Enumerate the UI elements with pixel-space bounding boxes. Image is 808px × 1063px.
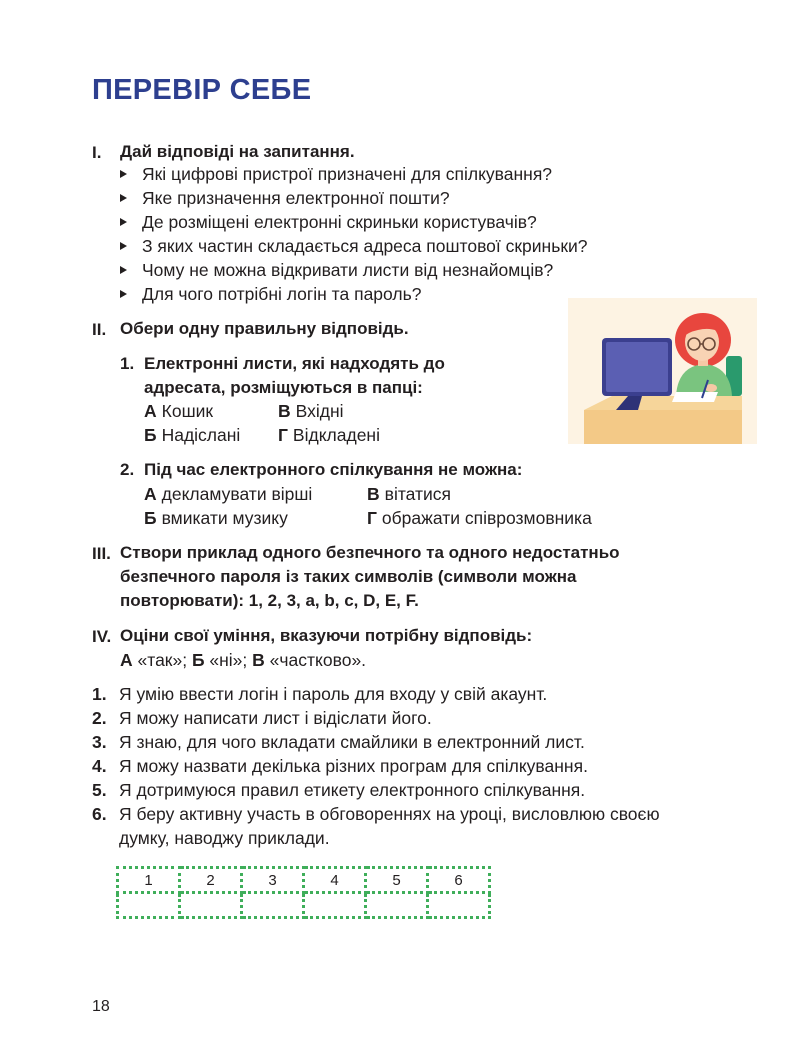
triangle-bullet-icon [120, 218, 127, 226]
list-item: Де розміщені електронні скриньки користувачів? [120, 210, 587, 234]
answer-option: В вітатися [367, 484, 452, 504]
question-2: 2. Під час електронного спілкування не можна: [120, 460, 523, 479]
section-2-number: II. [92, 320, 107, 339]
grid-answer-cell[interactable] [118, 893, 180, 918]
answer-grid [116, 866, 491, 919]
list-item: Яке призначення електронної пошти? [120, 186, 587, 210]
skills-list [92, 682, 712, 850]
answer-option: Б вмикати музику [144, 508, 288, 528]
answer-option: В Вхідні [278, 401, 344, 421]
section-1-number: I. [92, 143, 102, 162]
triangle-bullet-icon [120, 194, 127, 202]
triangle-bullet-icon [120, 266, 127, 274]
list-item: Які цифрові пристрої призначені для спілкування? [120, 162, 587, 186]
grid-header-cell: 5 [366, 868, 428, 893]
grid-header-cell: 2 [180, 868, 242, 893]
triangle-bullet-icon [120, 170, 127, 178]
grid-header-cell: 1 [118, 868, 180, 893]
answer-option: Г Відкладені [278, 425, 380, 445]
grid-answer-cell[interactable] [242, 893, 304, 918]
triangle-bullet-icon [120, 242, 127, 250]
list-item: 2. Я можу написати лист і відіслати його. [92, 708, 432, 728]
grid-answer-cell[interactable] [366, 893, 428, 918]
answer-grid-input-row [118, 893, 490, 918]
section-4-number: IV. [92, 627, 112, 646]
answer-option: А декламувати вірші [144, 484, 313, 504]
answer-option: А Кошик [144, 401, 214, 421]
list-item: Для чого потрібні логін та пароль? [120, 282, 587, 306]
question-list [120, 162, 587, 306]
list-item: 3. Я знаю, для чого вкладати смайлики в електронний лист. [92, 732, 585, 752]
answer-grid-header-row [118, 868, 490, 893]
grid-header-cell: 3 [242, 868, 304, 893]
section-4-heading: Оціни свої уміння, вказуючи потрібну відповідь: [120, 626, 533, 645]
list-item: 6. Я беру активну участь в обговореннях на уроці, висловлюю своєю думку, наводжу приклади. [92, 804, 660, 848]
answer-option: Г ображати співрозмовника [367, 508, 592, 528]
page-number: 18 [92, 998, 110, 1015]
grid-header-cell: 4 [304, 868, 366, 893]
grid-answer-cell[interactable] [304, 893, 366, 918]
list-item: З яких частин складається адреса поштової скриньки? [120, 234, 587, 258]
list-item: 1. Я умію ввести логін і пароль для входу у свій акаунт. [92, 684, 548, 704]
section-3-number: III. [92, 544, 111, 563]
grid-answer-cell[interactable] [180, 893, 242, 918]
grid-answer-cell[interactable] [428, 893, 490, 918]
section-1-heading: Дай відповіді на запитання. [120, 142, 355, 161]
section-2-heading: Обери одну правильну відповідь. [120, 319, 409, 338]
section-3-text: Створи приклад одного безпечного та одного недостатньо безпечного пароля із таких символів (символи можна повторювати): 1, 2, 3, a, b, c, D, E, F. [120, 543, 620, 610]
list-item: 5. Я дотримуюся правил етикету електронного спілкування. [92, 780, 586, 800]
list-item: Чому не можна відкривати листи від незнайомців? [120, 258, 587, 282]
computer-user-illustration [568, 298, 757, 444]
list-item: 4. Я можу назвати декілька різних програм для спілкування. [92, 756, 588, 776]
grid-header-cell: 6 [428, 868, 490, 893]
page-title: ПЕРЕВІР СЕБЕ [92, 74, 312, 106]
rating-legend: А «так»; Б «ні»; В «частково». [120, 650, 367, 670]
answer-option: Б Надіслані [144, 425, 241, 445]
triangle-bullet-icon [120, 290, 127, 298]
question-1: 1. Електронні листи, які надходять до адресата, розміщуються в папці: [120, 354, 445, 397]
